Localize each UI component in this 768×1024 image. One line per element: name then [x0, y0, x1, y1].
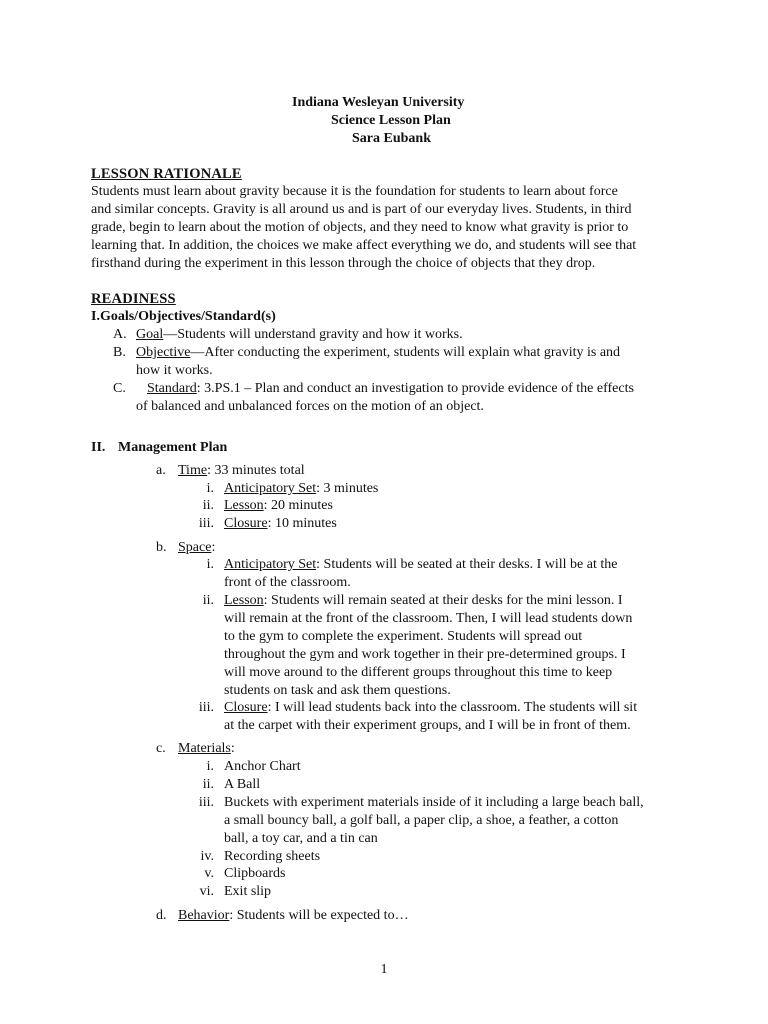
time-sub-item [224, 515, 337, 533]
space-sub-label: Closure [224, 700, 268, 715]
materials-value: : [230, 741, 235, 756]
space-sub-item [224, 592, 623, 610]
materials-sub-marker: iv. [200, 849, 214, 864]
materials-sub-item-cont: ball, a toy car, and a tin can [224, 831, 378, 846]
materials-sub-marker: ii. [202, 777, 214, 792]
management-number: II. [91, 440, 106, 455]
behavior-marker: d. [156, 908, 167, 923]
materials-sub-item: Exit slip [224, 884, 272, 899]
space-sub-label: Anticipatory Set [224, 557, 317, 572]
standard-label: Standard [147, 381, 197, 396]
materials-sub-item-cont: a small bouncy ball, a golf ball, a paper clip, a shoe, a feather, a cotton [224, 813, 619, 828]
rationale-heading: LESSON RATIONALE [91, 166, 242, 182]
goal-sep: — [163, 327, 178, 342]
materials-label: Materials [178, 741, 231, 756]
header-plan-title: Science Lesson Plan [331, 113, 451, 128]
goal-label: Goal [136, 327, 164, 342]
rationale-line: learning that. In addition, the choices we make affect everything we do, and students will see that [91, 238, 637, 253]
standard-text: 3.PS.1 – Plan and conduct an investigation to provide evidence of the effects [204, 381, 634, 396]
objective-item [136, 344, 620, 362]
materials-sub-item: Anchor Chart [224, 759, 301, 774]
space-sub-text-cont: front of the classroom. [224, 575, 351, 590]
time-sub-value: : 10 minutes [267, 516, 337, 531]
space-sub-text: : Students will remain seated at their desks for the mini lesson. I [263, 593, 623, 608]
materials-sub-marker: v. [204, 866, 214, 881]
time-sub-marker: iii. [198, 516, 214, 531]
materials-sub-item: Buckets with experiment materials inside of it including a large beach ball, [224, 795, 644, 810]
goals-section-title: I.Goals/Objectives/Standard(s) [91, 309, 276, 324]
materials-sub-item: Clipboards [224, 866, 286, 881]
time-sub-label: Lesson [224, 498, 264, 513]
page-number: 1 [380, 962, 388, 977]
space-sub-text-cont: throughout the gym and work together in their pre-determined groups. I [224, 647, 626, 662]
space-sub-text: : Students will be seated at their desks. I will be at the [316, 557, 618, 572]
goal-marker: A. [113, 327, 127, 342]
rationale-line: firsthand during the experiment in this lesson through the choice of objects that they drop. [91, 256, 596, 271]
rationale-line: grade, begin to learn about the motion of objects, and they need to know what gravity is prior to [91, 220, 629, 235]
time-sub-marker: ii. [202, 498, 214, 513]
standard-sep: : [196, 381, 205, 396]
time-sub-marker: i. [206, 481, 214, 496]
readiness-heading: READINESS [91, 291, 176, 307]
time-sub-label: Anticipatory Set [224, 481, 317, 496]
management-title: Management Plan [118, 440, 228, 455]
behavior-value: : Students will be expected to… [229, 908, 409, 923]
materials-sub-item: A Ball [224, 777, 261, 792]
materials-sub-marker: i. [206, 759, 214, 774]
objective-text-cont: how it works. [136, 363, 213, 378]
objective-marker: B. [113, 345, 126, 360]
behavior-item [178, 907, 409, 925]
space-marker: b. [156, 540, 167, 555]
space-value: : [211, 540, 216, 555]
standard-marker: C. [113, 381, 126, 396]
rationale-line: and similar concepts. Gravity is all around us and is part of our everyday lives. Students, in third [91, 202, 632, 217]
header-author: Sara Eubank [352, 131, 431, 146]
space-sub-marker: ii. [202, 593, 214, 608]
materials-sub-marker: vi. [199, 884, 214, 899]
time-label: Time [178, 463, 208, 478]
space-sub-item [224, 699, 637, 717]
space-sub-text-cont: at the carpet with their experiment groups, and I will be in front of them. [224, 718, 631, 733]
space-sub-marker: iii. [198, 700, 214, 715]
objective-text: After conducting the experiment, students will explain what gravity is and [204, 345, 621, 360]
space-sub-item [224, 556, 617, 574]
time-item [178, 462, 305, 480]
space-sub-text-cont: will remain at the front of the classroom. Then, I will lead students down [224, 611, 633, 626]
goal-text: Students will understand gravity and how it works. [177, 327, 463, 342]
space-sub-text-cont: students on task and ask them questions. [224, 683, 451, 698]
space-sub-text-cont: to the gym to complete the experiment. Students will spread out [224, 629, 583, 644]
time-sub-label: Closure [224, 516, 268, 531]
materials-marker: c. [156, 741, 166, 756]
time-sub-item [224, 497, 333, 515]
time-value: : 33 minutes total [207, 463, 305, 478]
space-sub-marker: i. [206, 557, 214, 572]
standard-text-cont: of balanced and unbalanced forces on the motion of an object. [136, 399, 484, 414]
standard-item [147, 380, 634, 398]
time-marker: a. [156, 463, 166, 478]
space-label: Space [178, 540, 212, 555]
materials-item [178, 740, 235, 758]
space-sub-text: : I will lead students back into the classroom. The students will sit [267, 700, 638, 715]
materials-sub-marker: iii. [198, 795, 214, 810]
time-sub-item [224, 480, 378, 498]
objective-label: Objective [136, 345, 191, 360]
time-sub-value: : 20 minutes [263, 498, 333, 513]
space-sub-label: Lesson [224, 593, 264, 608]
materials-sub-item: Recording sheets [224, 849, 321, 864]
space-item [178, 539, 215, 557]
header-university: Indiana Wesleyan University [292, 95, 465, 110]
space-sub-text-cont: will move around to the different groups throughout this time to keep [224, 665, 613, 680]
goal-item [136, 326, 463, 344]
objective-sep: — [190, 345, 205, 360]
time-sub-value: : 3 minutes [316, 481, 379, 496]
behavior-label: Behavior [178, 908, 230, 923]
rationale-line: Students must learn about gravity because it is the foundation for students to learn about force [91, 184, 618, 199]
